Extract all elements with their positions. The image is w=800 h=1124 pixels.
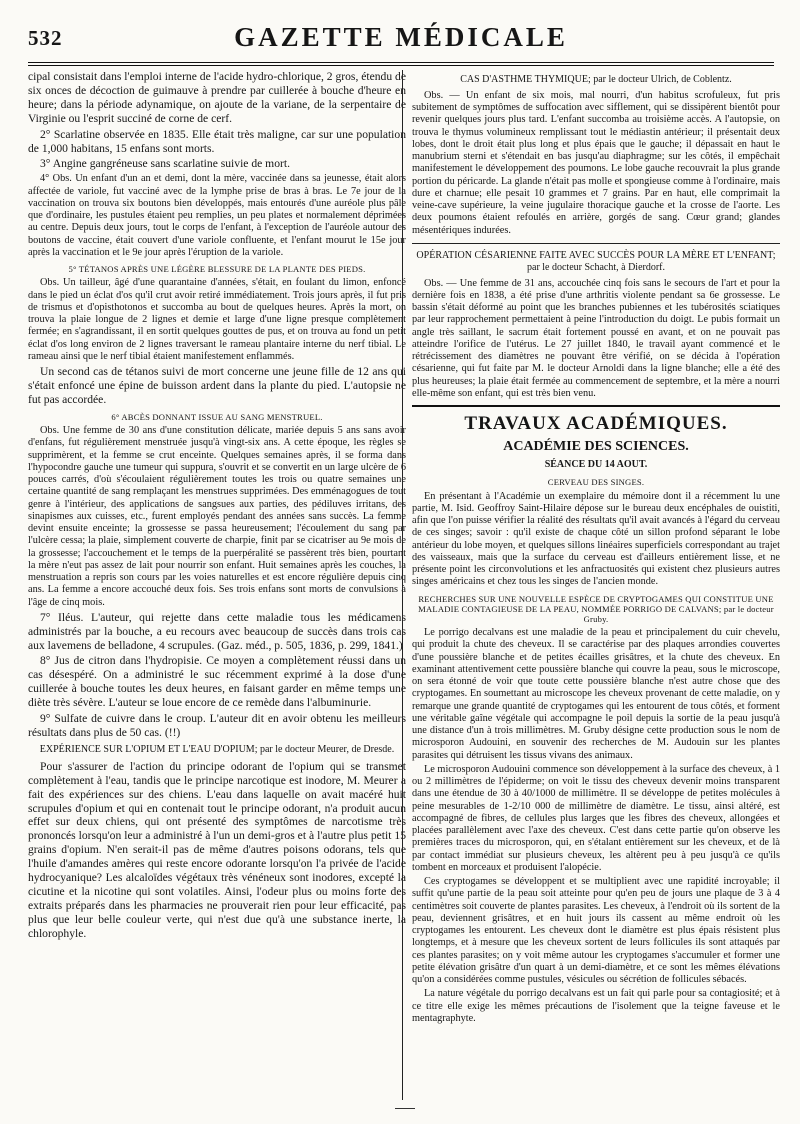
article-heading: EXPÉRIENCE SUR L'OPIUM ET L'EAU D'OPIUM; par le docteur Meurer, de Dresde.: [39, 743, 395, 755]
header-rule: [28, 62, 774, 63]
subsection-heading: RECHERCHES SUR UNE NOUVELLE ESPÈCE DE CRYPTOGAMES QUI CONSTITUE UNE MALADIE CONTAGIEUSE DE LA PEAU, NOMMÉE PORRIGO DE CALVANS; par le docteur Gruby.: [418, 593, 774, 624]
paragraph: 3° Angine gangréneuse sans scarlatine suivie de mort.: [40, 157, 290, 171]
paragraph: Obs. — Un enfant de six mois, mal nourri, d'un habitus scrofuleux, fut pris subitement de symptômes de suffocation avec sifflement, qui se dissipèrent bientôt pour revenir quelques jours plus tard. L'enfant succomba au troisième accès. A l'autopsie, on trouva le thymus volumineux remplissant tout le médiastin antérieur; il présentait deux lobes, dont le droit était plus long et plus épais que le gauche; il dépassait en haut le manubrium sterni et s'étendait en bas jusqu'au diaphragme; sur les côtés, il empêchait manifestement le développement des poumons. Le lobe gauche recouvrait la plus grande portion du péricarde. La glande n'était pas molle et spongieuse comme à l'ordinaire, mais dure et charnue; elle pesait 10 grammes et 7 grains. Par en haut, elle comprimait la veine-cave supérieure, la veine jugulaire thoracique gauche et la crosse de l'aorte. Les deux poumons étaient refoulés en arrière, gorgés de sang. Cœur grand; glandes mésentériques indurées.: [412, 89, 780, 236]
left-column: [28, 70, 406, 1100]
academy-heading: ACADÉMIE DES SCIENCES.: [503, 438, 689, 454]
paragraph: 4° Obs. Un enfant d'un an et demi, dont la mère, vaccinée dans sa jeunesse, était alors affectée de variole, fut vacciné avec de la lymphe prise de bras à bras. Le 7e jour de la vaccination on trouva six boutons bien développés, mais entourés d'une auréole plus pâle que d'ordinaire, les pustules étaient peu remplies, un peu plates et normalement déprimées au centre. Depuis deux jours, tout le corps de l'enfant, à l'exception de l'auréole autour des boutons de vaccine, était couvert d'une variole confluente, et l'enfant mourut le 15e jour après la vaccination et le 9e jour après l'éruption de la variole.: [28, 173, 406, 258]
paragraph: Pour s'assurer de l'action du principe odorant de l'opium qui se transmet complètement à l'eau, tandis que le principe narcotique est inodore, M. Meurer a fait des expériences sur des chiens. L'eau dans laquelle on avait macéré huit scrupules d'opium et qui en contenait tout le principe odorant, n'a produit aucun effet sur deux chiens, qui ont présenté des symptômes de narcotisme très prononcés lorsqu'on leur a administré à l'un un demi-gros et à l'autre plus petit 15 grains d'opium. N'en serait-il pas de même d'autres poisons odorans, tels que l'huile d'amandes amères qui reste encore odorante lorsqu'on l'a privée de l'acide hydrocyanique? Les alcaloïdes végétaux très vénéneux sont inodores, excepté la cicutine et la nicotine qui sont volatiles. Ainsi, l'odeur plus ou moins forte des extraits préparés dans les pharmacies ne prouverait rien pour leur efficacité, pas plus que leur belle couleur verte, qui n'est due qu'à une substance inerte, la chlorophyle.: [28, 759, 406, 940]
right-column: [412, 70, 780, 1100]
page-header: [28, 18, 774, 62]
paragraph: Un second cas de tétanos suivi de mort concerne une jeune fille de 12 ans qui s'était enfoncé une épine de buisson ardent dans la plante du pied. L'autopsie ne fut pas accordée.: [28, 365, 406, 406]
journal-title: GAZETTE MÉDICALE: [234, 22, 568, 52]
subsection-heading: 6° ABCÈS DONNANT ISSUE AU SANG MENSTRUEL.: [111, 411, 323, 422]
paragraph: Obs. — Une femme de 31 ans, accouchée cinq fois sans le secours de l'art et pour la dernière fois en 1838, a été prise d'une arthritis violente pendant sa 6e grossesse. Le bassin s'était déformé au point que les branches pubiennes et les tubérosités sciatiques par leur rapprochement permettaient à peine l'introduction du doigt. Le pubis formait un angle très saillant, le sacrum était fortement poussé en avant, et on ne pouvait pas atteindre l'orifice de l'utérus. Le 27 juillet 1840, le travail ayant commencé et le rétrécissement des diamètres ne pouvant être vérifié, on se décida à l'opération césarienne, qui fut faite par M. le docteur Arnoldi dans la ligne blanche; elle a été des plus heureuses; la plaie était fermée au commencement de septembre, et la mère a nourri elle-même son enfant, qui est très bien venu.: [412, 277, 780, 399]
paragraph: 9° Sulfate de cuivre dans le croup. L'auteur dit en avoir obtenu les meilleurs résultats dans plus de 50 cas. (!!): [28, 712, 406, 739]
section-title: TRAVAUX ACADÉMIQUES.: [464, 413, 728, 435]
paragraph: Le porrigo decalvans est une maladie de la peau et principalement du cuir chevelu, qui produit la chute des cheveux. Il se caractérise par des plaques arrondies couvertes d'une poussière blanche et de petites écailles grisâtres, et la chute des cheveux. En examinant attentivement cette poussière blanche qui couvre la peau, sous le microscope, on sera étonné de voir que toute cette poussière blanche n'est autre chose que des cryptogames. En soumettant au microscope les cheveux provenant de cette maladie, on y remarque une grande quantité de cryptogames qui les entourent de tous côtés, et forment une véritable gaîne végétale qui accompagne le poil depuis la sortie de la peau jusqu'à une distance d'un à trois millimètres. M. Gruby désigne cette production sous le nom de microsporon Audouini, en souvenir des recherches de M. Audouin sur les plantes parasites qui détruisent les tissus vivans des animaux.: [412, 627, 780, 761]
subsection-heading: 5° TÉTANOS APRÈS UNE LÉGÈRE BLESSURE DE LA PLANTE DES PIEDS.: [68, 264, 366, 275]
footer-rule: [395, 1108, 415, 1109]
divider: [412, 405, 780, 407]
article-heading: OPÉRATION CÉSARIENNE FAITE AVEC SUCCÈS POUR LA MÈRE ET L'ENFANT; par le docteur Schacht, à Dierdorf.: [416, 249, 776, 273]
paragraph: 2° Scarlatine observée en 1835. Elle était très maligne, car sur une population de 1,000 habitans, 15 enfans sont morts.: [28, 127, 406, 155]
header-rule-thin: [28, 65, 774, 66]
paragraph: Ces cryptogames se développent et se multiplient avec une rapidité incroyable; il suffit qu'une partie de la peau soit atteinte pour qu'en peu de jours une plaque de 3 à 4 centimètres soit couverte de plantes parasites. Les cheveux, à l'endroit où ils sortent de la peau, deviennent grisâtres, et en huit jours ils cassent au même endroit où les cryptogames les entourent. Les cheveux dont le diamètre est plus épais résistent plus longtemps, et à mesure que les cheveux sortent de leurs follicules ils sont attaqués par ces plantes parasites; on y voit même autour les cryptogames s'accumuler et former une petite élévation grisâtre d'un quart à un demi-diamètre, et ce sont les mêmes élévations qu'on a considérées comme pustules, vésicules ou sécrétion de follicules sébacés.: [412, 876, 780, 986]
divider: [412, 243, 780, 244]
paragraph: 7° Iléus. L'auteur, qui rejette dans cette maladie tous les médicamens administrés par la bouche, a eu recours avec beaucoup de succès dans trois cas aux lavemens de belladone, 4 scrupules. (Gaz. méd., p. 505, 1836, p. 299, 1841.): [28, 610, 406, 652]
paragraph: Le microsporon Audouini commence son développement à la surface des cheveux, à 1 ou 2 millimètres de l'épiderme; on voit le tissu des cheveux devenir moins transparent dans une étendue de 30 à 40/1000 de millimètre. Il se développe de petites molécules à peine mesurables de 1-2/10 000 de millimètre de diamètre. Le tissu, ainsi altéré, est accompagné de fibres, de cellules plus larges que les fibres des cheveux, allongées et placées parallèlement avec l'axe des cheveux. C'est dans cette partie qu'on observe les premières traces du microsporon, qui, en s'étalant entièrement sur les cheveux, et de là par contact immédiat sur plusieurs cheveux, les altèrent peu à peu jusqu'à ce qu'ils tombent en morceaux et produisent l'alopécie.: [412, 763, 780, 873]
paragraph: Obs. Une femme de 30 ans d'une constitution délicate, mariée depuis 5 ans sans avoir d'enfans, fut régulièrement menstruée jusqu'à vingt-six ans. A cette époque, les règles se supprimèrent, et la femme se crut enceinte. Quelques semaines après, il se forma dans l'hypocondre gauche une tumeur qui suppura, s'ouvrit et se convertit en un large ulcère de 6 pouces carrés, d'où s'écoulaient régulièrement toutes les trois ou quatre semaines une certaine quantité de sang remplaçant les menstrues supprimées. Des emménagogues de tout genre à l'intérieur, des applications de sangsues aux parties, des pédiluves irritans, des sinapismes aux cuisses, etc., furent employés pendant des années sans succès. La femme devint ensuite enceinte; la grossesse se passa heureusement; l'écoulement du sang par l'ulcère cessa; la plaie, simplement couverte de charpie, finit par se cicatriser au 9e mois de la grossesse; l'accouchement et le temps de la puerpéralité se passèrent très bien, pourtant la mère n'eut pas assez de lait pour nourrir son enfant. Huit semaines après les couches, la menstruation a repris son cours par les voies naturelles et est encore régulière depuis cinq ans. La femme a encore accouché deux fois. Ses trois enfans sont morts de convulsions à l'âge de cinq mois.: [28, 425, 406, 608]
session-date: SÉANCE DU 14 AOUT.: [544, 459, 648, 471]
column-divider: [402, 70, 403, 1100]
paragraph: cipal consistait dans l'emploi interne de l'acide hydro-chlorique, 2 gros, étendu de six onces de décoction de guimauve à prendre par cuillerée à bouche d'heure en heure; dans la période adynamique, on ajoute de la variane, de la serpentaire de Virginie ou l'esprit succiné de corne de cerf.: [28, 70, 406, 125]
page-number: 532: [28, 26, 63, 50]
article-heading: CAS D'ASTHME THYMIQUE; par le docteur Ulrich, de Coblentz.: [460, 74, 732, 85]
paragraph: En présentant à l'Académie un exemplaire du mémoire dont il a récemment lu une partie, M. Isid. Geoffroy Saint-Hilaire dépose sur le bureau deux encéphales de ouistiti, afin que l'on puisse vérifier la réalité des résultats qu'il avait avancés à l'égard du cerveau de ces singes; savoir : qu'il existe de chaque côté un sillon profond séparant le lobe antérieur du lobe moyen, et quelques sillons linéaires superficiels correspondant au trajet des vaisseaux, mais que la surface du cerveau est d'ailleurs entièrement lisse, et ne présente point les circonvolutions et les anfractuosités qui existent chez plusieurs autres singes américains et chez tous les singes de l'ancien monde.: [412, 490, 780, 588]
subsection-heading: CERVEAU DES SINGES.: [547, 477, 645, 488]
paragraph: 8° Jus de citron dans l'hydropisie. Ce moyen a complètement réussi dans un cas désespéré. On a administré le suc récemment exprimé à la dose d'une cuillerée à bouche toutes les deux heures, en faisant garder en même temps une diète très sévère. L'auteur se loue encore de ce remède dans l'albuminurie.: [28, 654, 406, 710]
paragraph: La nature végétale du porrigo decalvans est un fait qui parle pour sa contagiosité; et à ce titre elle exige les mêmes précautions de l'isolement que la teigne faveuse et le mentagraphyte.: [412, 988, 780, 1024]
paragraph: Obs. Un tailleur, âgé d'une quarantaine d'années, s'était, en foulant du limon, enfoncé dans le pied un éclat d'os qu'il crut avoir retiré immédiatement. Trois jours après, il fut pris de trismus et d'opisthotonos et succomba au bout de quelques heures. Après la mort, on trouva la plaie longue de 2 lignes et demie et large d'une ligne presque complètement fermée; en s'agrandissant, il en sortit quelques gouttes de pus, et on trouva au fond un petit éclat d'os long environ de 2 lignes traversant le rameau plantaire interne du nerf tibial. Le rameau ainsi que le nerf tibial étaient manifestement enflammés.: [28, 277, 406, 362]
